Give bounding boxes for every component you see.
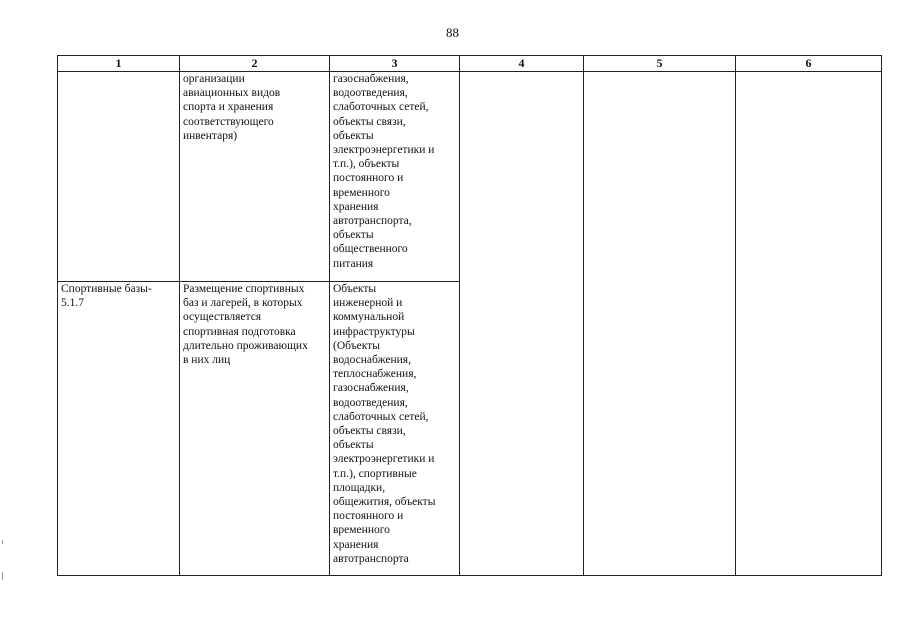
table-cell-col4 xyxy=(460,72,584,576)
table-cell-use-type: Спортивные базы- 5.1.7 xyxy=(58,282,180,576)
table-cell-col6 xyxy=(736,72,882,576)
table-cell-permitted-objects: газоснабжения, водоотведения, слаботочных сетей, объекты связи, объекты электроэнергетики и т.п.), объекты постоянного и временного хранения автотранспорта, объекты общественного питания xyxy=(330,72,460,282)
regulations-table xyxy=(57,55,882,576)
scan-edge-mark xyxy=(2,540,3,544)
table-cell-description: организации авиационных видов спорта и хранения соответствующего инвентаря) xyxy=(180,72,330,282)
table-cell-permitted-objects: Объекты инженерной и коммунальной инфраструктуры (Объекты водоснабжения, теплоснабжения, газоснабжения, водоотведения, слаботочных сетей, объекты связи, объекты электроэнергетики и т.п.), спортивные площадки, общежития, объекты постоянного и временного хранения автотранспорта xyxy=(330,282,460,576)
column-header-1: 1 xyxy=(58,56,180,72)
column-header-3: 3 xyxy=(330,56,460,72)
column-header-4: 4 xyxy=(460,56,584,72)
page-number: 88 xyxy=(446,25,459,40)
column-header-5: 5 xyxy=(584,56,736,72)
column-header-6: 6 xyxy=(736,56,882,72)
table-cell-use-type xyxy=(58,72,180,282)
column-header-2: 2 xyxy=(180,56,330,72)
scan-edge-mark xyxy=(2,572,3,580)
table-header-row xyxy=(58,56,882,72)
table-cell-description: Размещение спортивных баз и лагерей, в которых осуществляется спортивная подготовка длительно проживающих в них лиц xyxy=(180,282,330,576)
table-row xyxy=(58,72,882,282)
table-cell-col5 xyxy=(584,72,736,576)
